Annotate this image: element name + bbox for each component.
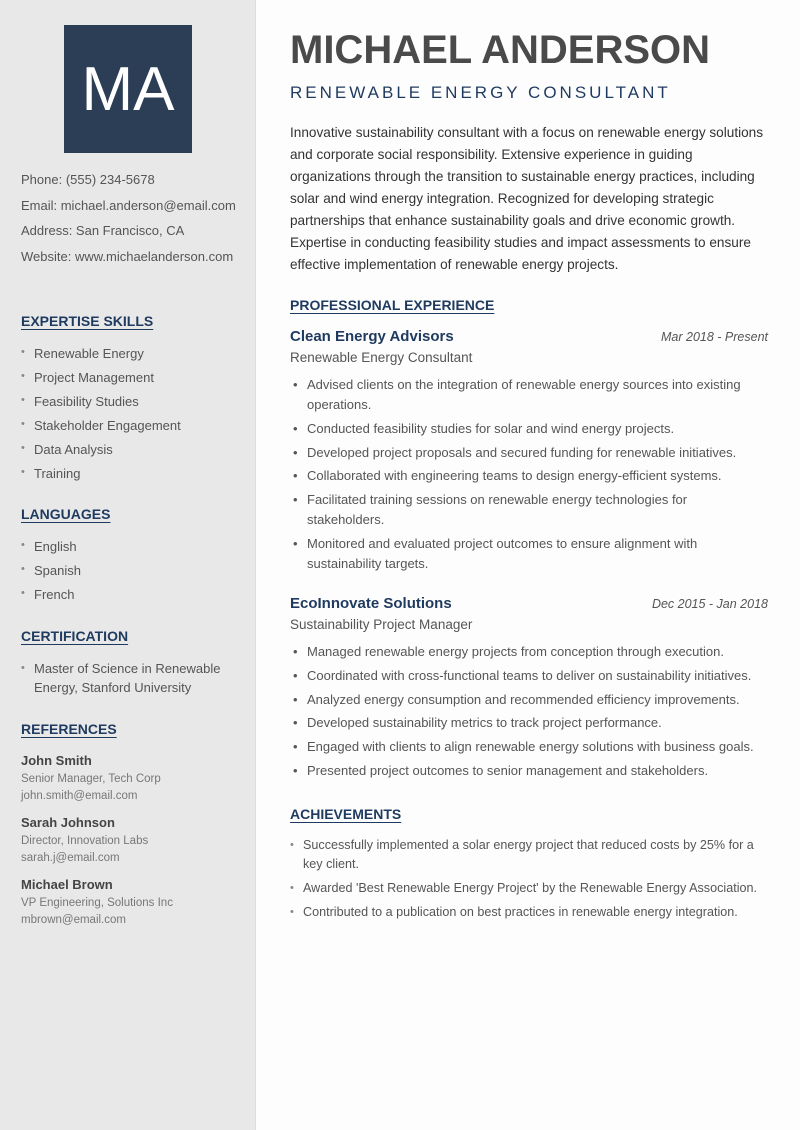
- list-item: • Contributed to a publication on best practices in renewable energy integration.: [290, 903, 770, 922]
- dates: Dec 2015 - Jan 2018: [651, 597, 768, 611]
- company: EcoInnovate Solutions: [290, 595, 452, 612]
- reference-email: mbrown@email.com: [21, 914, 126, 926]
- list-item: • Facilitated training sessions on renewable energy technologies for stakeholders.: [290, 490, 768, 530]
- list-item: • Developed sustainability metrics to track project performance.: [290, 713, 768, 733]
- list-item: • Project Management: [21, 370, 181, 394]
- reference: [21, 753, 173, 805]
- list-item: • Presented project outcomes to senior management and stakeholders.: [290, 761, 768, 781]
- list-item: • Renewable Energy: [21, 346, 181, 370]
- reference-name: John Smith: [21, 753, 92, 768]
- list-item: • Engaged with clients to align renewable energy solutions with business goals.: [290, 737, 768, 757]
- reference: [21, 877, 173, 929]
- certification-list: [21, 659, 221, 697]
- contact-info: [21, 172, 236, 274]
- list-item: • Conducted feasibility studies for solar and wind energy projects.: [290, 419, 768, 439]
- list-item: • Master of Science in Renewable Energy, Stanford University: [21, 659, 221, 697]
- list-item: • Developed project proposals and secured funding for renewable initiatives.: [290, 443, 768, 463]
- company: Clean Energy Advisors: [290, 328, 454, 345]
- list-item: • Successfully implemented a solar energy project that reduced costs by 25% for a key client.: [290, 836, 770, 874]
- job-bullets: [290, 375, 768, 574]
- role: Renewable Energy Consultant: [290, 350, 473, 365]
- list-item: • Data Analysis: [21, 442, 181, 466]
- list-item: • Advised clients on the integration of renewable energy sources into existing operations.: [290, 375, 768, 415]
- references-heading: REFERENCES: [21, 721, 117, 737]
- summary: Innovative sustainability consultant with a focus on renewable energy solutions and corporate social responsibility. Extensive experience in guiding organizations through the transition to sustainable energy practices, including solar and wind energy integration. Recognized for developing strategic partnerships that enhance sustainability goals and drive economic growth. Expertise in conducting feasibility studies and impact assessments to ensure effective implementation of renewable energy projects.: [290, 125, 764, 272]
- list-item: • Collaborated with engineering teams to design energy-efficient systems.: [290, 466, 768, 486]
- list-item: • English: [21, 539, 81, 563]
- skills-heading: EXPERTISE SKILLS: [21, 313, 154, 329]
- initials-logo: MA: [64, 25, 192, 153]
- reference: [21, 815, 173, 867]
- list-item: • Stakeholder Engagement: [21, 418, 181, 442]
- email: Email: michael.anderson@email.com: [21, 197, 236, 213]
- role: Sustainability Project Manager: [290, 617, 473, 632]
- list-item: • Awarded 'Best Renewable Energy Project' by the Renewable Energy Association.: [290, 879, 770, 898]
- reference-name: Michael Brown: [21, 877, 113, 892]
- achievements-heading: ACHIEVEMENTS: [290, 806, 402, 822]
- job-entry: [290, 595, 768, 785]
- address: Address: San Francisco, CA: [21, 223, 185, 238]
- list-item: • Managed renewable energy projects from conception through execution.: [290, 642, 768, 662]
- full-name: MICHAEL ANDERSON: [290, 28, 711, 72]
- references-list: [21, 753, 173, 939]
- reference-name: Sarah Johnson: [21, 815, 115, 830]
- phone: Phone: (555) 234-5678: [21, 172, 155, 187]
- sidebar: [0, 0, 256, 1130]
- reference-title: Senior Manager, Tech Corp: [21, 773, 161, 785]
- achievements-list: [290, 836, 770, 927]
- languages-heading: LANGUAGES: [21, 506, 111, 522]
- list-item: • Feasibility Studies: [21, 394, 181, 418]
- skills-list: [21, 346, 181, 490]
- website: Website: www.michaelanderson.com: [21, 248, 234, 264]
- job-title: RENEWABLE ENERGY CONSULTANT: [290, 83, 671, 102]
- job-bullets: [290, 642, 768, 781]
- reference-title: Director, Innovation Labs: [21, 835, 149, 847]
- list-item: • Coordinated with cross-functional teams to deliver on sustainability initiatives.: [290, 666, 768, 686]
- reference-title: VP Engineering, Solutions Inc: [21, 897, 173, 909]
- certification-heading: CERTIFICATION: [21, 628, 129, 644]
- experience-heading: PROFESSIONAL EXPERIENCE: [290, 297, 495, 313]
- dates: Mar 2018 - Present: [661, 330, 768, 344]
- reference-email: sarah.j@email.com: [21, 852, 120, 864]
- languages-list: [21, 539, 81, 611]
- job-entry: [290, 328, 768, 578]
- list-item: • Training: [21, 466, 181, 490]
- reference-email: john.smith@email.com: [21, 790, 138, 802]
- list-item: • Analyzed energy consumption and recommended efficiency improvements.: [290, 690, 768, 710]
- list-item: • Spanish: [21, 563, 81, 587]
- list-item: • Monitored and evaluated project outcomes to ensure alignment with sustainability targets.: [290, 534, 768, 574]
- list-item: • French: [21, 587, 81, 611]
